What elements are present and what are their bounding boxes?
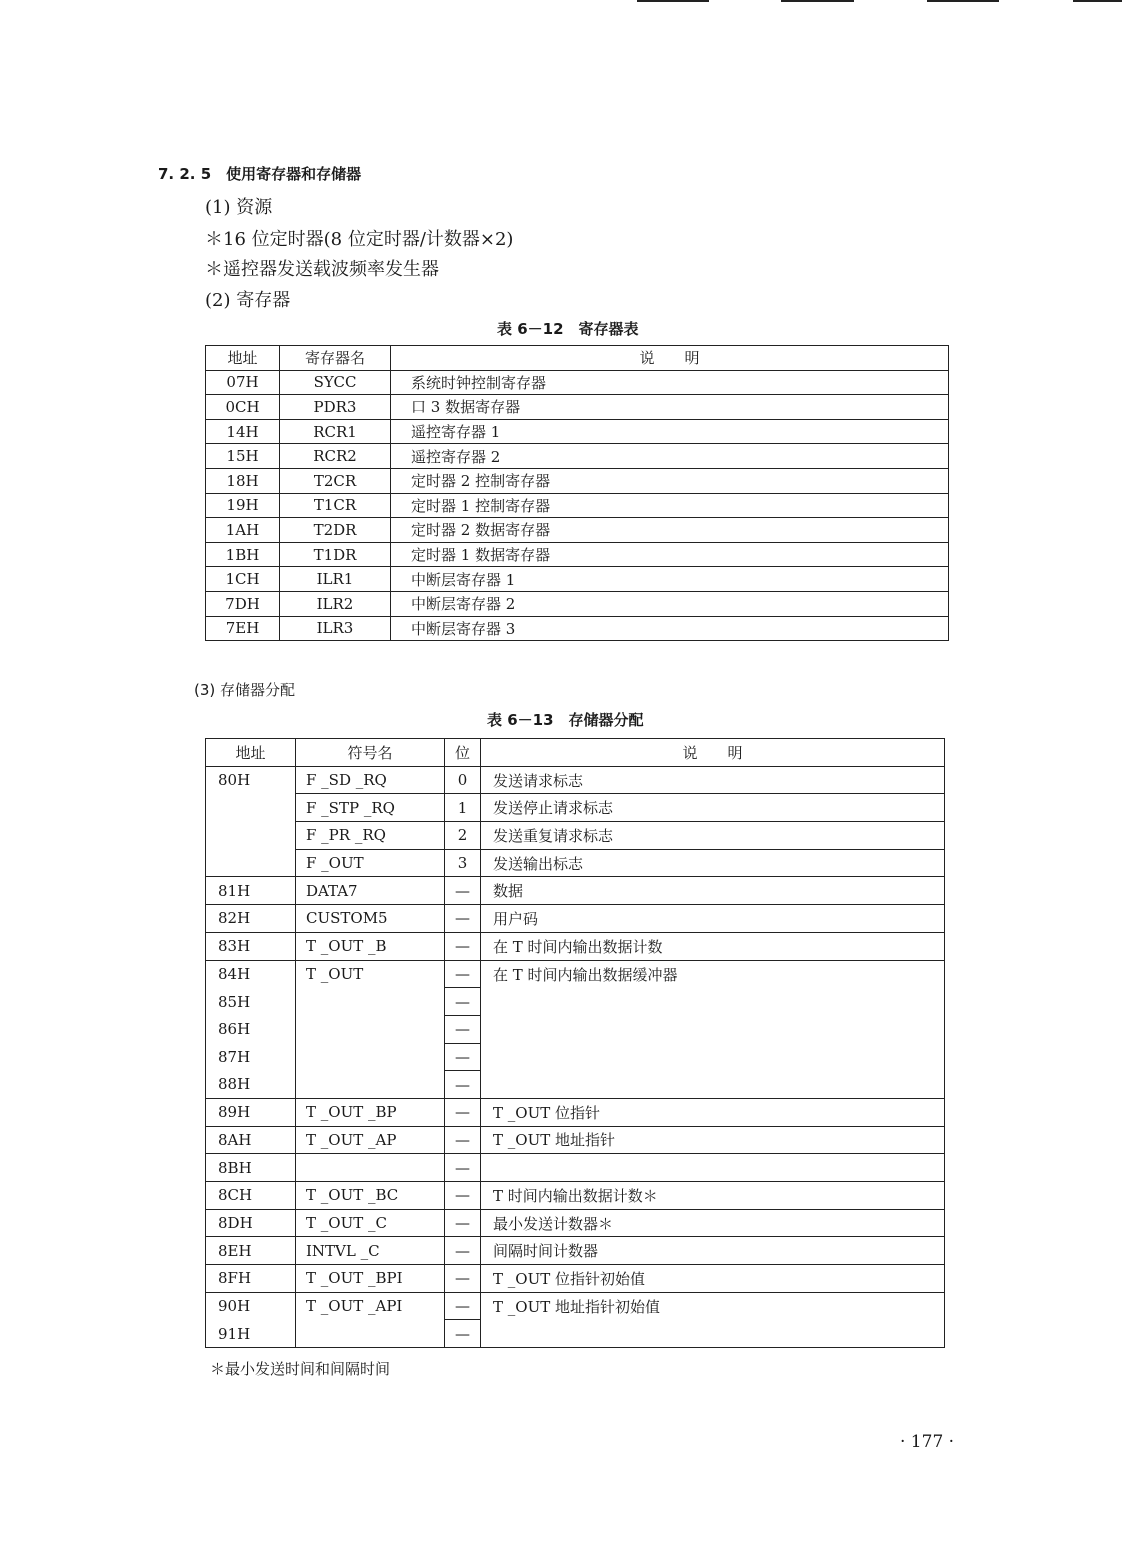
address-cell: 1AH [206, 518, 280, 543]
symbol-cell: T _OUT _API [296, 1292, 445, 1320]
register-table [205, 345, 949, 641]
column-header: 位 [445, 739, 481, 767]
column-header: 说 明 [391, 346, 949, 371]
table-row [206, 1154, 945, 1182]
register-name-cell: T1DR [280, 542, 391, 567]
description-cell: 在 T 时间内输出数据计数 [481, 932, 945, 960]
bit-cell: — [445, 1154, 481, 1182]
symbol-cell: T _OUT _BC [296, 1182, 445, 1210]
table-row [206, 960, 945, 988]
table-row [206, 468, 949, 493]
table-row [206, 794, 945, 822]
table-row [206, 370, 949, 395]
symbol-cell [296, 1015, 445, 1043]
description-cell [481, 1320, 945, 1348]
table-row [206, 518, 949, 543]
address-cell: 14H [206, 419, 280, 444]
address-cell: 8CH [206, 1182, 296, 1210]
bit-cell: — [445, 1015, 481, 1043]
symbol-cell: DATA7 [296, 877, 445, 905]
address-cell: 1BH [206, 542, 280, 567]
address-cell: 85H [206, 988, 296, 1016]
table-row [206, 1292, 945, 1320]
symbol-cell [296, 1043, 445, 1071]
memory-allocation-table [205, 738, 945, 1348]
bit-cell: — [445, 988, 481, 1016]
bit-cell: — [445, 1071, 481, 1099]
description-cell [481, 1015, 945, 1043]
table-row [206, 1015, 945, 1043]
description-cell: T _OUT 位指针 [481, 1098, 945, 1126]
resource-item-carrier: ＊遥控器发送载波频率发生器 [205, 259, 439, 280]
address-cell [206, 849, 296, 877]
table-row [206, 849, 945, 877]
register-name-cell: T2CR [280, 468, 391, 493]
description-cell: 遥控寄存器 1 [391, 419, 949, 444]
address-cell: 8FH [206, 1265, 296, 1293]
address-cell: 90H [206, 1292, 296, 1320]
bit-cell: — [445, 877, 481, 905]
bit-cell: — [445, 1182, 481, 1210]
symbol-cell: T _OUT [296, 960, 445, 988]
bit-cell: — [445, 1265, 481, 1293]
bit-cell: 1 [445, 794, 481, 822]
table-row [206, 493, 949, 518]
address-cell: 8EH [206, 1237, 296, 1265]
table-row [206, 932, 945, 960]
address-cell: 82H [206, 905, 296, 933]
description-cell [481, 1154, 945, 1182]
address-cell: 80H [206, 766, 296, 794]
symbol-cell [296, 988, 445, 1016]
bit-cell: — [445, 1098, 481, 1126]
address-cell: 86H [206, 1015, 296, 1043]
address-cell: 8BH [206, 1154, 296, 1182]
bit-cell: — [445, 1126, 481, 1154]
table-row [206, 766, 945, 794]
address-cell: 1CH [206, 567, 280, 592]
bit-cell: — [445, 1292, 481, 1320]
description-cell: 定时器 2 数据寄存器 [391, 518, 949, 543]
footnote: ＊最小发送时间和间隔时间 [210, 1360, 391, 1378]
description-cell: 中断层寄存器 2 [391, 591, 949, 616]
address-cell: 84H [206, 960, 296, 988]
description-cell: 系统时钟控制寄存器 [391, 370, 949, 395]
bit-cell: 2 [445, 822, 481, 850]
table-row [206, 988, 945, 1016]
description-cell: T _OUT 位指针初始值 [481, 1265, 945, 1293]
description-cell: T _OUT 地址指针 [481, 1126, 945, 1154]
address-cell: 8DH [206, 1209, 296, 1237]
memory-label: (3) 存储器分配 [194, 681, 296, 699]
description-cell: 发送停止请求标志 [481, 794, 945, 822]
address-cell: 8AH [206, 1126, 296, 1154]
description-cell [481, 988, 945, 1016]
table-row [206, 591, 949, 616]
table-row [206, 1043, 945, 1071]
register-name-cell: ILR3 [280, 616, 391, 641]
bit-cell: — [445, 905, 481, 933]
table-row [206, 1320, 945, 1348]
table-header-row [206, 739, 945, 767]
register-name-cell: T1CR [280, 493, 391, 518]
table-row [206, 877, 945, 905]
column-header: 说 明 [481, 739, 945, 767]
description-cell: 在 T 时间内输出数据缓冲器 [481, 960, 945, 988]
address-cell [206, 794, 296, 822]
bit-cell: — [445, 1209, 481, 1237]
description-cell [481, 1043, 945, 1071]
description-cell: 发送请求标志 [481, 766, 945, 794]
symbol-cell: T _OUT _B [296, 932, 445, 960]
top-rule [637, 0, 709, 2]
register-name-cell: ILR1 [280, 567, 391, 592]
table-row [206, 444, 949, 469]
section-heading: 7. 2. 5 使用寄存器和存储器 [158, 165, 362, 183]
address-cell: 7EH [206, 616, 280, 641]
address-cell [206, 822, 296, 850]
table-row [206, 905, 945, 933]
address-cell: 0CH [206, 395, 280, 420]
bit-cell: — [445, 1320, 481, 1348]
description-cell: 间隔时间计数器 [481, 1237, 945, 1265]
address-cell: 07H [206, 370, 280, 395]
description-cell: 口 3 数据寄存器 [391, 395, 949, 420]
description-cell: 定时器 1 控制寄存器 [391, 493, 949, 518]
symbol-cell: F _STP _RQ [296, 794, 445, 822]
table-row [206, 616, 949, 641]
register-name-cell: RCR1 [280, 419, 391, 444]
register-name-cell: T2DR [280, 518, 391, 543]
bit-cell: — [445, 932, 481, 960]
column-header: 地址 [206, 739, 296, 767]
table-row [206, 395, 949, 420]
symbol-cell [296, 1154, 445, 1182]
symbol-cell [296, 1320, 445, 1348]
table-row [206, 419, 949, 444]
bit-cell: — [445, 960, 481, 988]
table-row [206, 1182, 945, 1210]
page-number: · 177 · [900, 1432, 955, 1452]
description-cell: T 时间内输出数据计数＊ [481, 1182, 945, 1210]
description-cell: 定时器 1 数据寄存器 [391, 542, 949, 567]
symbol-cell: T _OUT _BP [296, 1098, 445, 1126]
symbol-cell: F _PR _RQ [296, 822, 445, 850]
table-row [206, 1071, 945, 1099]
bit-cell: 0 [445, 766, 481, 794]
address-cell: 15H [206, 444, 280, 469]
table-row [206, 1098, 945, 1126]
table-row [206, 542, 949, 567]
top-rule [1073, 0, 1122, 2]
description-cell: 数据 [481, 877, 945, 905]
column-header: 地址 [206, 346, 280, 371]
description-cell: 定时器 2 控制寄存器 [391, 468, 949, 493]
symbol-cell: T _OUT _C [296, 1209, 445, 1237]
resource-item-timer: ＊16 位定时器(8 位定时器/计数器×2) [205, 229, 514, 250]
address-cell: 87H [206, 1043, 296, 1071]
symbol-cell: CUSTOM5 [296, 905, 445, 933]
column-header: 寄存器名 [280, 346, 391, 371]
table-header-row [206, 346, 949, 371]
bit-cell: 3 [445, 849, 481, 877]
symbol-cell: T _OUT _BPI [296, 1265, 445, 1293]
description-cell: 遥控寄存器 2 [391, 444, 949, 469]
description-cell: 最小发送计数器＊ [481, 1209, 945, 1237]
register-name-cell: ILR2 [280, 591, 391, 616]
table-row [206, 567, 949, 592]
column-header: 符号名 [296, 739, 445, 767]
table-row [206, 1265, 945, 1293]
register-name-cell: SYCC [280, 370, 391, 395]
address-cell: 88H [206, 1071, 296, 1099]
description-cell: 发送输出标志 [481, 849, 945, 877]
table2-caption: 表 6－13 存储器分配 [487, 711, 644, 729]
description-cell: T _OUT 地址指针初始值 [481, 1292, 945, 1320]
description-cell: 发送重复请求标志 [481, 822, 945, 850]
symbol-cell: INTVL _C [296, 1237, 445, 1265]
table-row [206, 1237, 945, 1265]
symbol-cell: T _OUT _AP [296, 1126, 445, 1154]
description-cell: 用户码 [481, 905, 945, 933]
register-name-cell: PDR3 [280, 395, 391, 420]
table-row [206, 1126, 945, 1154]
table-row [206, 822, 945, 850]
registers-label: (2) 寄存器 [205, 290, 291, 311]
description-cell [481, 1071, 945, 1099]
address-cell: 81H [206, 877, 296, 905]
table1-caption: 表 6－12 寄存器表 [497, 320, 639, 338]
address-cell: 83H [206, 932, 296, 960]
address-cell: 18H [206, 468, 280, 493]
bit-cell: — [445, 1043, 481, 1071]
address-cell: 89H [206, 1098, 296, 1126]
symbol-cell: F _OUT [296, 849, 445, 877]
description-cell: 中断层寄存器 1 [391, 567, 949, 592]
description-cell: 中断层寄存器 3 [391, 616, 949, 641]
resources-label: (1) 资源 [205, 197, 273, 218]
address-cell: 7DH [206, 591, 280, 616]
top-rule [927, 0, 999, 2]
symbol-cell: F _SD _RQ [296, 766, 445, 794]
address-cell: 19H [206, 493, 280, 518]
top-rule [781, 0, 854, 2]
address-cell: 91H [206, 1320, 296, 1348]
register-name-cell: RCR2 [280, 444, 391, 469]
bit-cell: — [445, 1237, 481, 1265]
symbol-cell [296, 1071, 445, 1099]
table-row [206, 1209, 945, 1237]
